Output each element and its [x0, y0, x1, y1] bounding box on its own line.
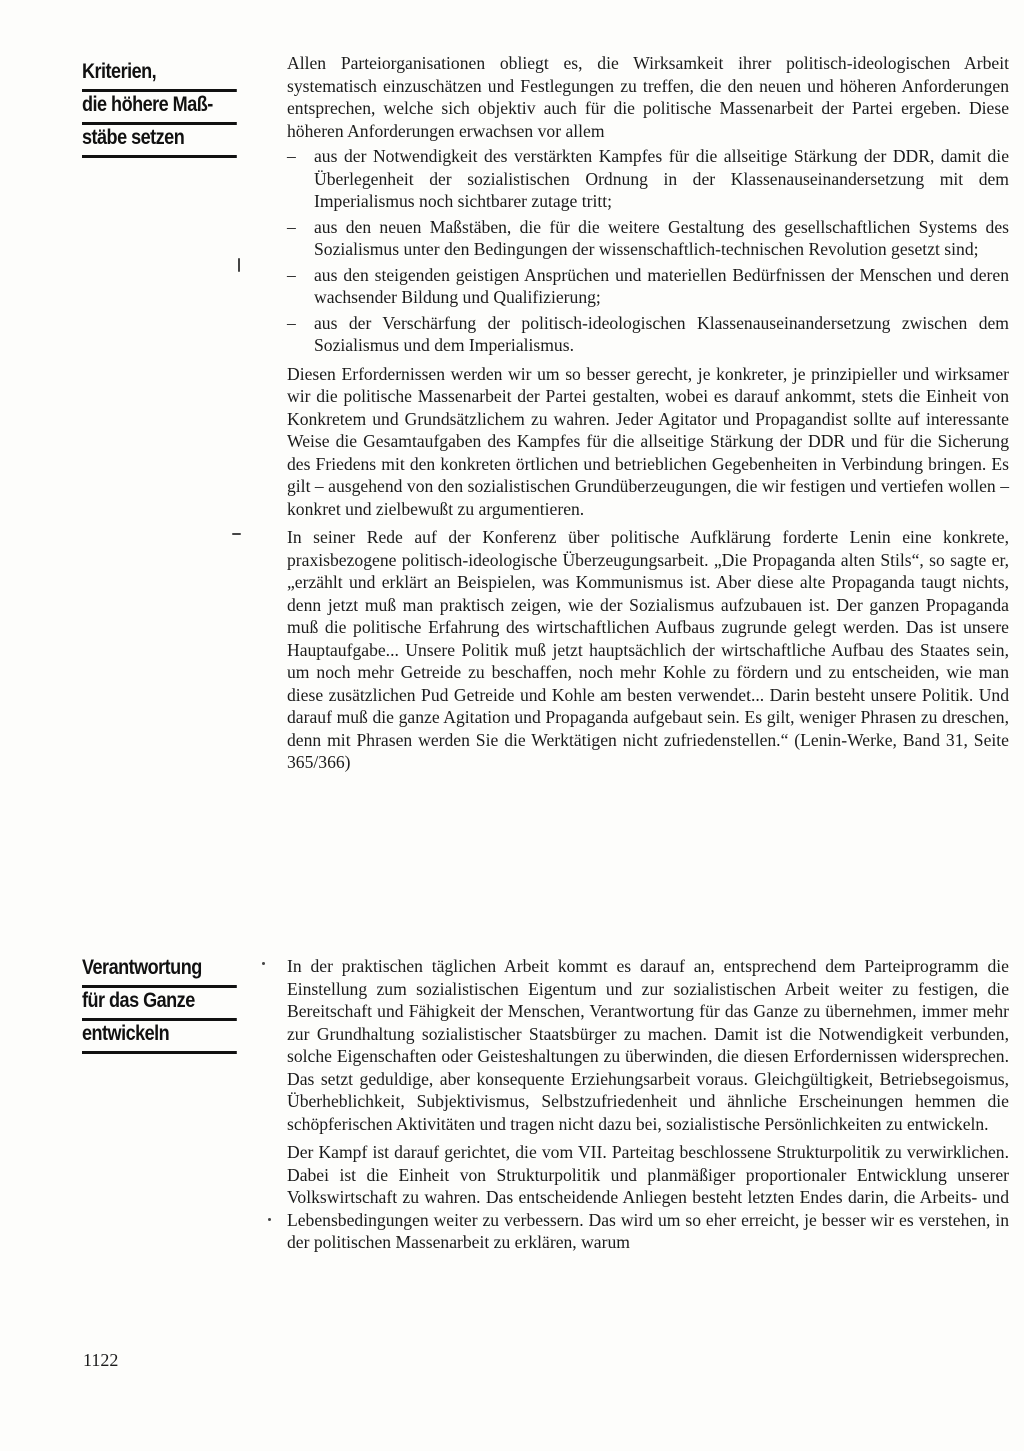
body-paragraph: In der praktischen täglichen Arbeit kommt es darauf an, entsprechend dem Parteiprogramm die Einstellung zum sozialistischen Eigentum und zur sozialistischen Arbeit weiter zu festigen, die Bereitschaft und Fähigkeit der Menschen, Verantwortung für das Ganze zu übernehmen, immer mehr zur Grundhaltung sozialistischer Staatsbürger zu machen. Damit ist die Notwendigkeit verbunden, solche Eigenschaften oder Geisteshaltungen zu überwinden, die diesen Erfordernissen widersprechen. Das setzt geduldige, aber konsequente Erziehungsarbeit voraus. Gleichgültigkeit, Betriebsegoismus, Überheblichkeit, Subjektivismus, Selbstzufriedenheit und ähnliche Erscheinungen hemmen die schöpferischen Aktivitäten und tragen nicht dazu bei, sozialistische Persönlichkeiten zu entwickeln. [287, 956, 1009, 1134]
margin-heading-responsibility [82, 955, 237, 1054]
list-item [287, 216, 1009, 261]
body-paragraph: Der Kampf ist darauf gerichtet, die vom VII. Parteitag beschlossene Strukturpolitik zu verwirklichen. Dabei ist die Einheit von Strukturpolitik und planmäßiger proportionaler Entwicklung unserer Volkswirtschaft zu wahren. Das entscheidende Anliegen besteht letzten Endes darin, die Arbeits- und Lebensbedingungen weiter zu verbessern. Das wird um so eher erreicht, je besser wir es verstehen, in der politischen Massenarbeit zu erklären, warum [287, 1142, 1009, 1252]
list-item-text: aus den steigenden geistigen Ansprüchen und materiellen Bedürfnissen der Menschen und deren wachsender Bildung und Qualifizierung; [314, 264, 1009, 307]
heading-line: Kriterien, [82, 59, 237, 92]
text-column-section-2 [287, 955, 1009, 1254]
dash-bullet: – [287, 146, 296, 166]
dash-bullet: – [287, 216, 296, 237]
list-item-text: aus der Verschärfung der politisch-ideologischen Klassenauseinandersetzung zwischen dem Sozialismus und dem Imperialismus. [314, 312, 1009, 355]
list-item [287, 264, 1009, 309]
list-item-text: aus den neuen Maßstäben, die für die weitere Gestaltung des gesellschaftlichen Systems des Sozialismus unter den Bedingungen der wissenschaftlich-technischen Revolution gesetzt sind; [314, 216, 1009, 259]
intro-paragraph: Allen Parteiorganisationen obliegt es, die Wirksamkeit ihrer politisch-ideologischen Arbeit systematisch einzuschätzen und Festlegungen zu treffen, die den neuen und höheren Anforderungen entsprechen, welche sich objektiv auch für die politische Massenarbeit der Partei ergeben. Diese höheren Anforderungen erwachsen vor allem [287, 53, 1009, 141]
heading-line: für das Ganze [82, 988, 237, 1021]
scan-speck [262, 962, 265, 965]
scan-speck [238, 258, 240, 272]
margin-heading-criteria [82, 59, 237, 158]
heading-line: stäbe setzen [82, 125, 237, 158]
heading-line: die höhere Maß- [82, 92, 237, 125]
body-paragraph: Diesen Erfordernissen werden wir um so besser gerecht, je konkreter, je prinzipieller und wirksamer wir die politische Massenarbeit der Partei gestalten, wobei es darauf ankommt, stets die Einheit von Konkretem und Grundsätzlichem zu wahren. Jeder Agitator und Propagandist sollte auf interessante Weise die Gesamtaufgaben des Kampfes für die allseitige Stärkung der DDR und für die Sicherung des Friedens mit den konkreten örtlichen und betrieblichen Gegebenheiten in Verbindung bringen. Es gilt – ausgehend von den sozialistischen Grundüberzeugungen, die wir festigen und vertiefen wollen – konkret und zielbewußt zu argumentieren. [287, 363, 1009, 519]
list-item-text: aus der Notwendigkeit des verstärkten Kampfes für die allseitige Stärkung der DDR, damit die Überlegenheit der sozialistischen Ordnung in der Klassenauseinandersetzung mit dem Imperialismus noch sichtbarer zutage tritt; [314, 146, 1009, 211]
dash-bullet: – [287, 312, 296, 333]
scan-speck [268, 1218, 271, 1221]
list-item [287, 145, 1009, 213]
heading-line: Verantwortung [82, 955, 237, 988]
dash-bullet: – [287, 264, 296, 285]
list-item [287, 312, 1009, 357]
heading-line: entwickeln [82, 1021, 237, 1054]
lenin-quote-paragraph: In seiner Rede auf der Konferenz über politische Aufklärung forderte Lenin eine konkrete, praxisbezogene politisch-ideologische Überzeugungsarbeit. „Die Propaganda alten Stils“, so sagte er, „erzählt und erklärt an Beispielen, was Kommunismus ist. Aber diese alte Propaganda taugt nichts, denn jetzt muß man praktisch zeigen, wie der Sozialismus aufzubauen ist. Der ganzen Propaganda muß die politische Erfahrung des wirtschaftlichen Aufbaus zugrunde gelegt werden. Das ist unsere Hauptaufgabe... Unsere Politik muß jetzt hauptsächlich der wirtschaftliche Aufbau des Staates sein, um noch mehr Getreide zu beschaffen, noch mehr Kohle zu fördern und zu entscheiden, wie man diese zusätzlichen Pud Getreide und Kohle am besten verwendet... Darin besteht unsere Politik. Und darauf muß die ganze Agitation und Propaganda aufgebaut sein. Es gilt, weniger Phrasen zu dreschen, denn mit Phrasen werden Sie die Werktätigen nicht zufriedenstellen.“ (Lenin-Werke, Band 31, Seite 365/366) [287, 527, 1009, 772]
page-number: 1122 [83, 1350, 119, 1370]
scan-speck [232, 533, 241, 535]
text-column-section-1 [287, 52, 1009, 774]
requirements-list [287, 145, 1009, 357]
